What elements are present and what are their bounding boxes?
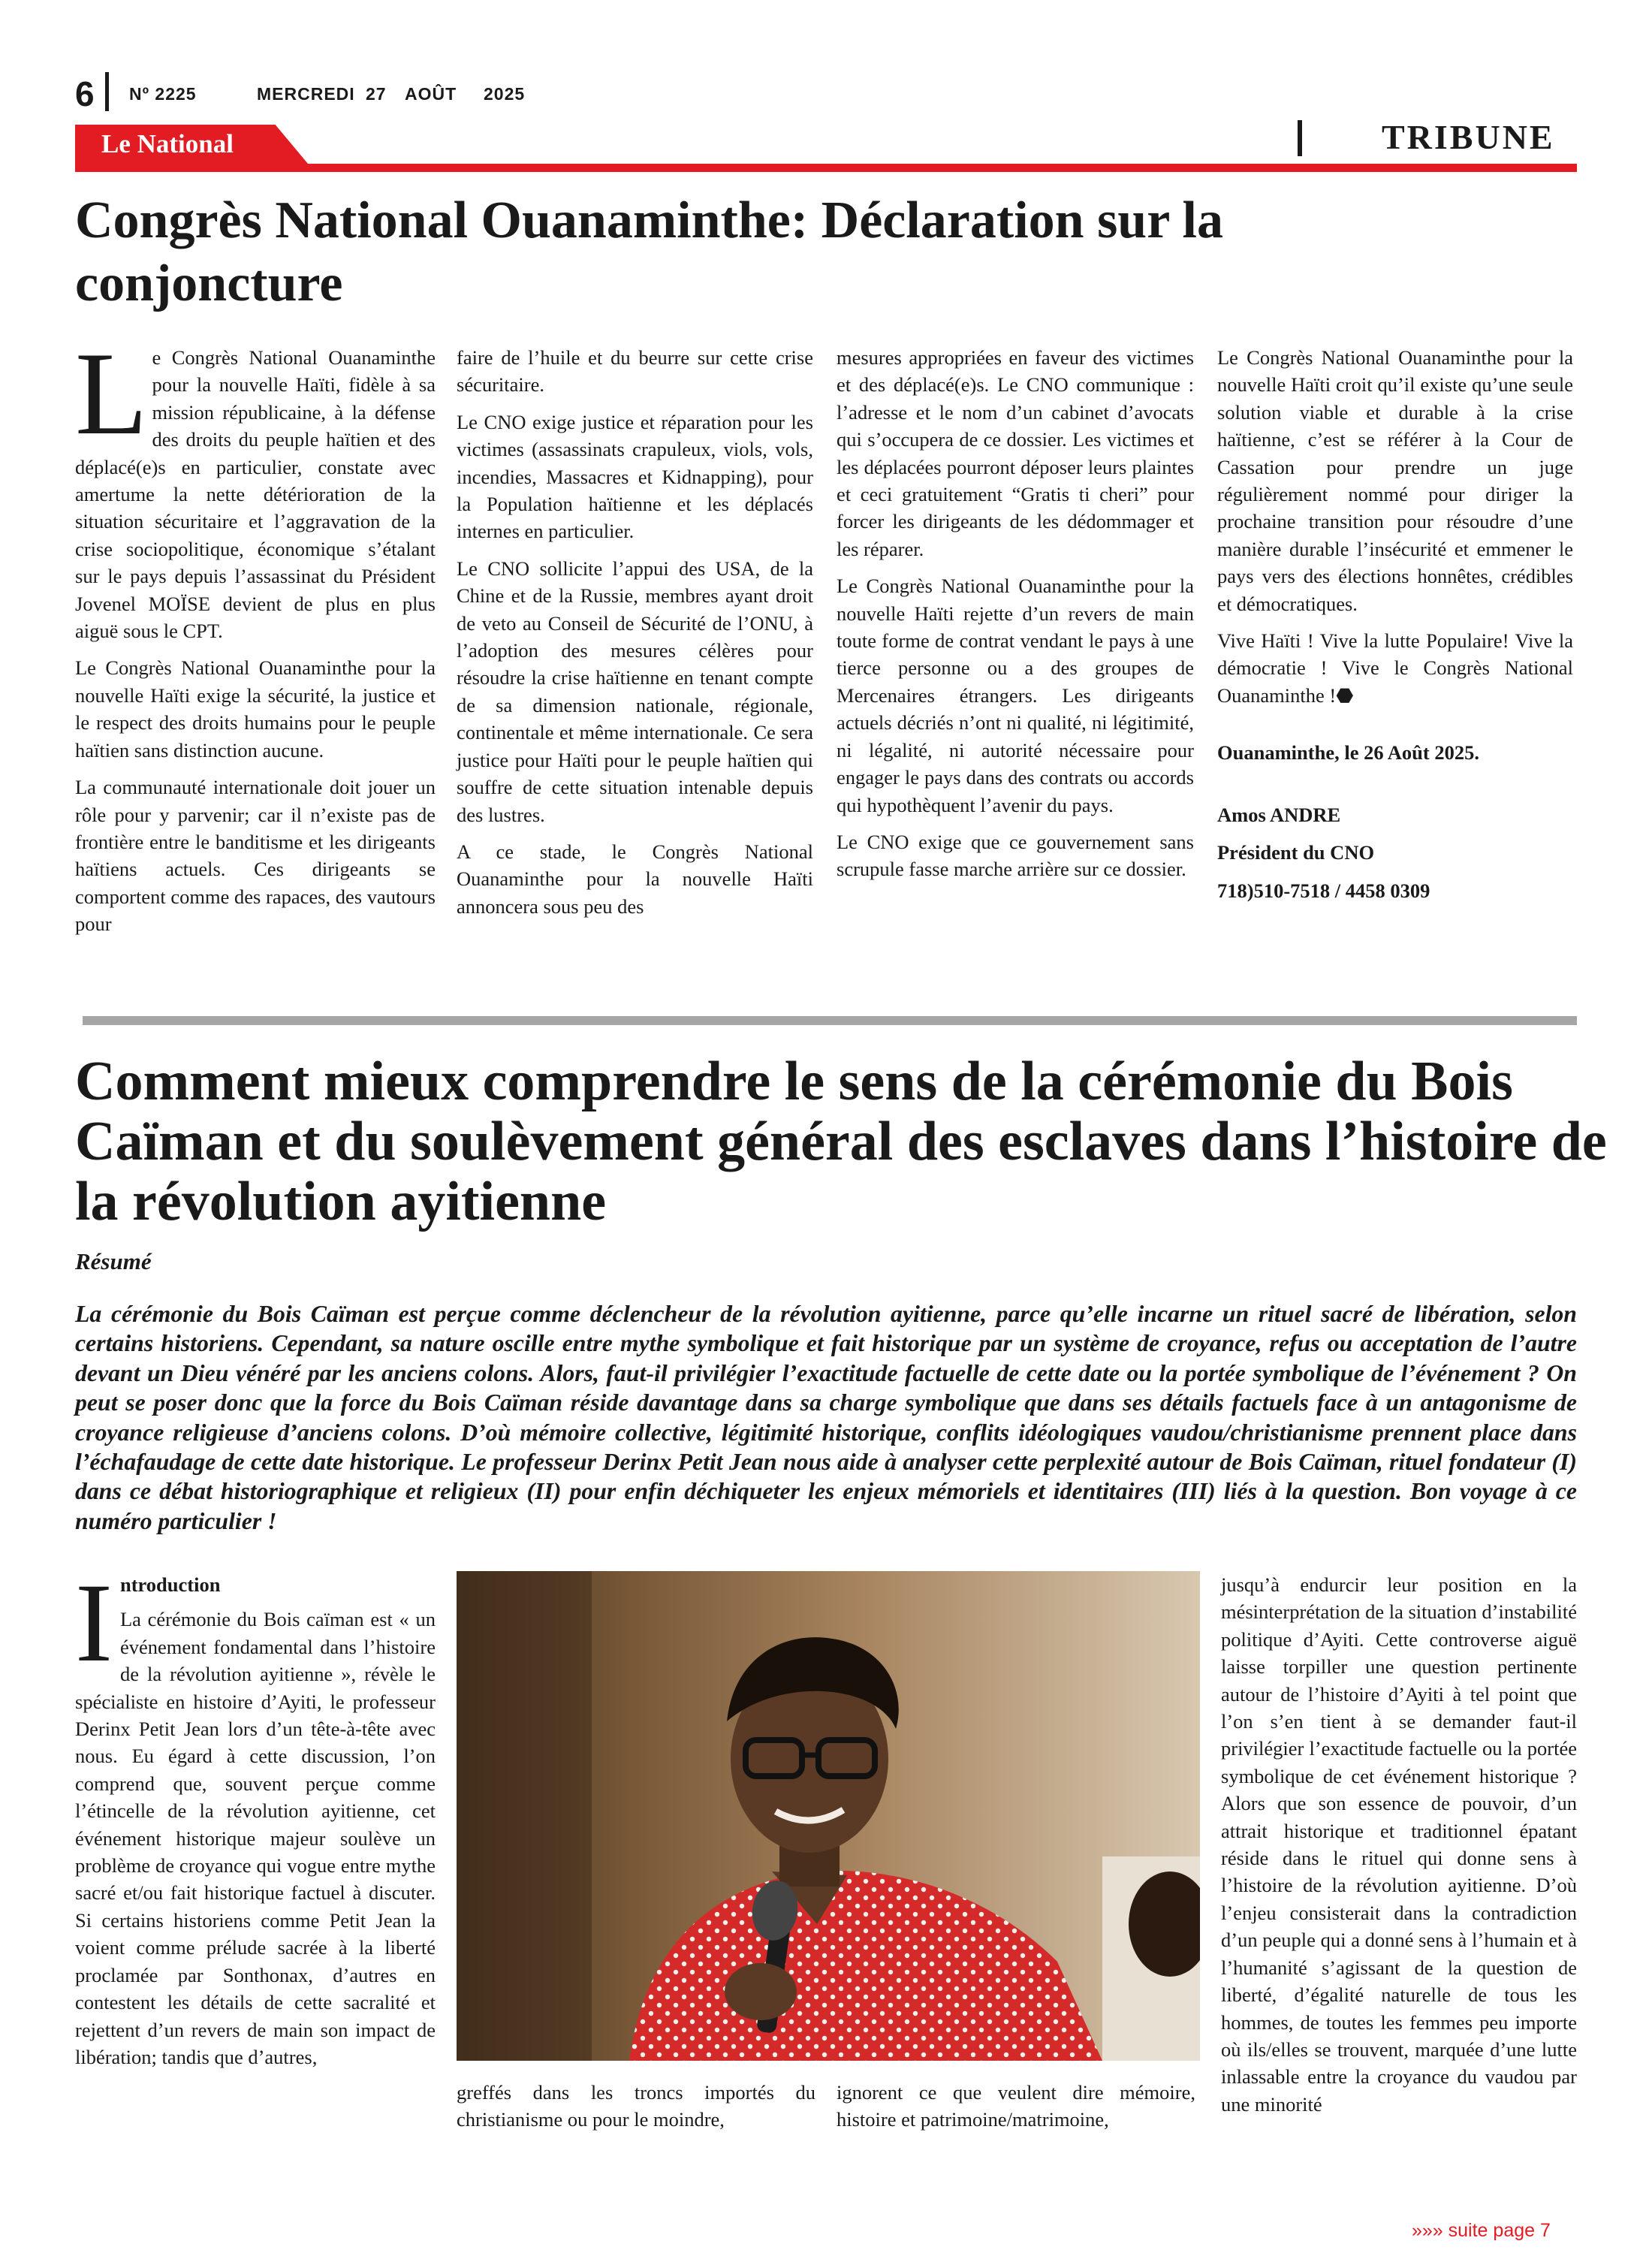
signer-title: Président du CNO [1217,841,1375,864]
article2-title: Comment mieux comprendre le sens de la cérémonie du Bois Caïman et du soulèvement général des esclaves dans l’histoire de la révolution ayitienne [75,1051,1607,1232]
issue-day: 27 [366,84,387,104]
article1-paragraph: La communauté internationale doit jouer un rôle pour y parvenir; car il n’existe pas de frontière entre le banditisme et les dirigeants haïtiens actuels. Ces dirigeants se comportent comme des rapaces, des vautours pour [75,776,436,936]
article1-paragraph: faire de l’huile et du beurre sur cette crise sécuritaire. [457,346,813,397]
article2-column-4 [1221,1571,1577,2128]
article1-paragraph: Le CNO exige que ce gouvernement sans scrupule fasse marche arrière sur ce dossier. [837,830,1194,881]
signer-name: Amos ANDRE [1217,803,1341,826]
issue-weekday: MERCREDI [257,84,355,104]
article1-paragraph: Le CNO sollicite l’appui des USA, de la Chine et de la Russie, membres ayant droit de veto au Conseil de Sécurité de l’ONU, à l’adoption des mesures célères pour résoudre la crise haïtienne en tenant compte de sa dimension nationale, régionale, continentale et même internationale. Ce sera justice pour Haïti pour le peuple haïtien qui souffre de cette situation intenable depuis des lustres. [457,556,813,826]
article2-paragraph: greffés dans les troncs importés du christianisme ou pour le moindre, [457,2081,815,2131]
article1-paragraph: Le Congrès National Ouanaminthe pour la nouvelle Haïti exige la sécurité, la justice et le respect des droits humains pour le peuple haïtien sans distinction aucune. [75,656,436,762]
end-mark-icon: ⬣ [1336,683,1354,707]
place-date: Ouanaminthe, le 26 Août 2025. [1217,741,1479,765]
article1-paragraph: mesures appropriées en faveur des victimes et des déplacé(e)s. Le CNO communique : l’adresse et le nom d’un cabinet d’avocats qui s’occupera de ce dossier. Les victimes et les déplacées pourront déposer leurs plaintes et ceci gratuitement “Gratis ti cheri” pour forcer les dirigeants de les dédommager et les réparer. [837,346,1194,560]
continued-on-link[interactable]: »»» suite page 7 [1412,2220,1551,2241]
article1-column-2 [457,344,813,930]
article1-column-4 [1217,344,1573,915]
issue-number: Nº 2225 [129,84,197,104]
signer-phone: 718)510-7518 / 4458 0309 [1217,879,1430,902]
article1-paragraph: Le Congrès National Ouanaminthe pour la nouvelle Haïti rejette d’un revers de main toute forme de contrat vendant le pays à une tierce personne ou a des groupes de Mercenaires étrangers. Les dirigeants actuels décriés n’ont ni qualité, ni légitimité, ni légalité, ni autorité nécessaire pour engager le pays dans des contrats ou accords qui hypothèquent l’avenir du pays. [837,575,1194,816]
intro-heading: ntroduction [119,1573,221,1596]
portrait-photo [457,1571,1200,2061]
article1-paragraph: Le Congrès National Ouanaminthe pour la nouvelle Haïti croit qu’il existe qu’une seule solution viable et durable à la crise haïtienne, c’est se référer à la Cour de Cassation pour prendre un juge régulièrement nommé pour diriger la prochaine transition pour résoudre d’une manière durable l’insécurité et emmener le pays vers des élections honnêtes, crédibles et démocratiques. [1217,346,1573,615]
article2-paragraph: ignorent ce que veulent dire mémoire, histoire et patrimoine/matrimoine, [837,2081,1195,2131]
article1-paragraph: e Congrès National Ouanaminthe pour la nouvelle Haïti, fidèle à sa mission républicaine, à la défense des droits du peuple haïtien et des déplacé(e)s en particulier, constate avec amertume la nette détérioration de la situation sécuritaire et l’aggravation de la crise sociopolitique, économique s’étalant sur le pays depuis l’assassinat du Président Jovenel MOÏSE devient de plus en plus aiguë sous le CPT. [75,346,436,643]
article2-column-2 [457,2079,815,2143]
page-number: 6 [75,74,95,113]
article2-abstract: La cérémonie du Bois Caïman est perçue comme déclencheur de la révolution ayitienne, parce qu’elle incarne un rituel sacré de libération, selon certains historiens. Cependant, sa nature oscille entre mythe symbolique et fait historique par un système de croyance, refus ou acceptation de l’autre devant un Dieu vénéré par les anciens colons. Alors, faut-il privilégier l’exactitude factuelle de cette date ou la portée symbolique de l’événement ? On peut se poser donc que la force du Bois Caïman réside davantage dans sa charge symbolique que dans ses détails factuels face à un antagonisme de croyance religieuse d’anciens colons. D’où mémoire collective, légitimité historique, conflits idéologiques vaudou/christianisme prennent place dans l’échafaudage de cette date historique. Le professeur Derinx Petit Jean nous aide à analyser cette perplexité autour de Bois Caïman, rituel fondateur (I) dans ce débat historiographique et religieux (II) pour enfin déchiqueter les enjeux mémoriels et identitaires (III) liés à la question. Bon voyage à ce numéro particulier ! [75,1301,1577,1534]
issue-year: 2025 [484,84,526,104]
article2-paragraph: La cérémonie du Bois caïman est « un événement fondamental dans l’histoire de la révolution ayitienne », révèle le spécialiste en histoire d’Ayiti, le professeur Derinx Petit Jean lors d’un tête-à-tête avec nous. Eu égard à cette discussion, l’on comprend que, souvent perçue comme l’étincelle de la révolution ayitienne, cet événement historique majeur soulève un problème de croyance qui vogue entre mythe sacré et/ou fait historique factuel à discuter. Si certains historiens comme Petit Jean la voient comme prélude sacrée à la liberté proclamée par Sonthonax, d’autres en contestent les détails de cette sacralité et rejettent d’un revers de main son impact de libération; tandis que d’autres, [75,1608,436,2068]
article1-paragraph: Vive Haïti ! Vive la lutte Populaire! Vive la démocratie ! Vive le Congrès National Ouanaminthe ! [1217,629,1573,707]
article1-column-3 [837,344,1194,893]
section-divider [1298,120,1302,156]
issue-month: AOÛT [405,84,457,104]
signature-block [1217,739,1573,904]
drop-cap: L [75,328,148,460]
article-separator [83,1016,1577,1025]
page-number-divider [105,72,109,111]
header-rule [75,164,1577,172]
brand-logo-text: Le National [101,129,234,158]
article1-paragraph: A ce stade, le Congrès National Ouanaminthe pour la nouvelle Haïti annoncera sous peu des [457,840,813,918]
article1-column-1 [75,328,436,948]
drop-cap: I [75,1561,113,1685]
article1-paragraph: Le CNO exige justice et réparation pour les victimes (assassinats crapuleux, viols, vols, incendies, Massacres et Kidnapping), pour la Population haïtienne et les déplacés internes en particulier. [457,410,813,543]
article2-paragraph: jusqu’à endurcir leur position en la mésinterprétation de la situation d’instabilité politique d’Ayiti. Cette controverse aiguë laisse torpiller une question pertinente autour de l’histoire d’Ayiti à tel point que l’on s’en tient à se demander faut-il privilégier l’exactitude factuelle ou la portée symbolique de cet événement historique ? Alors que son essence de pouvoir, d’un attrait historique et traditionnel épatant réside dans le rituel qui donne sens à l’histoire de la révolution ayitienne. D’où l’enjeu consisterait dans la contradiction d’un peuple qui a donné sens à l’humain et à l’humanité s’agissant de la question de liberté, d’égalité naturelle de tous les hommes, de toutes les femmes peu importe où ils/elles se trouvent, marquée d’une lutte inlassable entre la croyance du vaudou par une minorité [1221,1573,1577,2116]
resume-label: Résumé [75,1248,152,1274]
article2-column-1 [75,1561,436,2071]
article1-title: Congrès National Ouanaminthe: Déclaration sur la conjoncture [75,192,1223,312]
section-label: TRIBUNE [1382,118,1555,156]
article2-column-3 [837,2079,1195,2143]
